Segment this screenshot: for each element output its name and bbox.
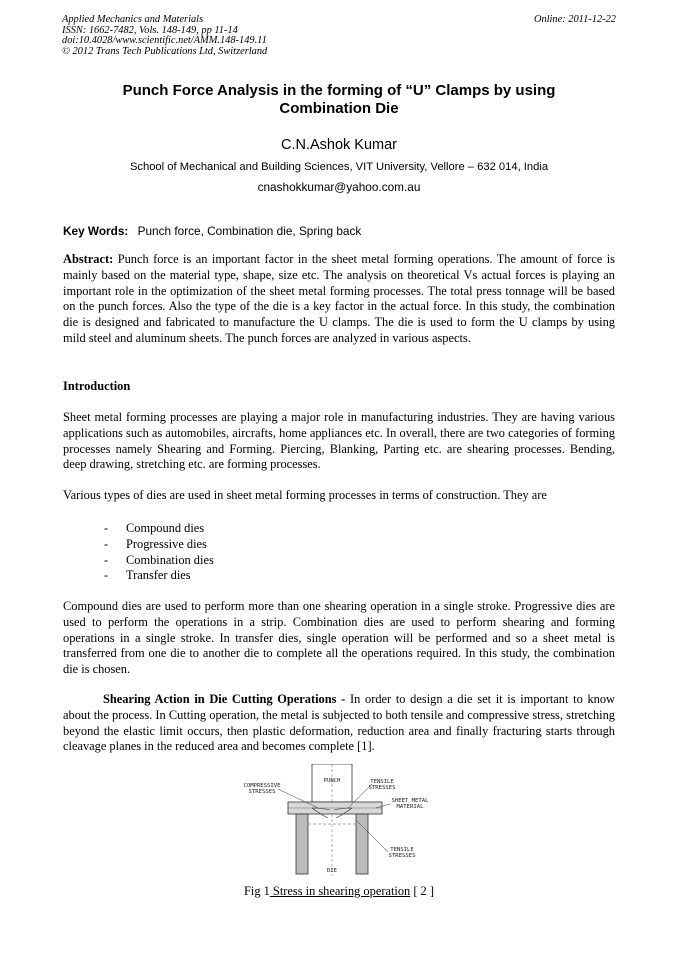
abstract-label: Abstract: (63, 252, 114, 266)
journal-doi: doi:10.4028/www.scientific.net/AMM.148-149.11 (62, 35, 267, 47)
die-right-wall (356, 814, 368, 874)
caption-ref: [ 2 ] (410, 884, 434, 898)
svg-text:MATERIAL: MATERIAL (396, 804, 424, 810)
journal-issn: ISSN: 1662-7482, Vols. 148-149, pp 11-14 (62, 24, 238, 36)
caption-prefix: Fig 1 (244, 884, 270, 898)
author-affiliation: School of Mechanical and Building Sciences, VIT University, Vellore – 632 014, India (129, 161, 549, 173)
list-item: - Combination dies (104, 552, 214, 567)
keywords-text: Punch force, Combination die, Spring back (137, 224, 362, 238)
svg-text:STRESSES: STRESSES (368, 785, 396, 791)
author-name: C.N.Ashok Kumar (280, 137, 398, 153)
abstract-text: Punch force is an important factor in the sheet metal forming operations. The amount of force is mainly based on the material type, shape, size etc. The analysis on theoretical Vs actual forces is playing an important role in the optimization of the sheet metal forming processes. The total press tonnage will be based on the punch forces. Also the type of the die is a key factor in the actual force. In this study, the combination die is designed and fabricated to manufacture the U clamps. The die is used to form the U clamps by using mild steel and aluminum sheets. The punch forces are analyzed in various aspects. (63, 252, 615, 345)
shearing-stress-diagram (232, 764, 448, 880)
shearing-text: In order to design a die set it is important to know about the process. In Cutting operation, the metal is subjected to both tensile and compressive stress, stretching beyond the elastic limit occurs, then plastic deformation, reduction area and finally fracturing starts through cleavage planes in the reduced area and becomes complete [1]. (63, 692, 615, 754)
shearing-paragraph (63, 692, 615, 755)
journal-name: Applied Mechanics and Materials (62, 14, 204, 25)
shearing-heading: Shearing Action in Die Cutting Operations - (103, 692, 346, 706)
introduction-paragraph-1: Sheet metal forming processes are playing a major role in manufacturing industries. They are having various applications such as automobiles, aircrafts, home appliances etc. In overall, there are two categories of forming processes namely Shearing and Forming. Piercing, Blanking, Parting etc. are shearing processes. Bending, deep drawing, stretching etc. are forming processes. (63, 410, 615, 472)
list-item: - Compound dies (104, 521, 205, 535)
journal-copyright: © 2012 Trans Tech Publications Ltd, Switzerland (62, 45, 268, 57)
introduction-heading: Introduction (63, 379, 131, 393)
online-date: Online: 2011-12-22 (533, 14, 616, 25)
abstract (63, 252, 615, 347)
svg-text:SHEET METAL: SHEET METAL (391, 798, 429, 804)
author-email[interactable]: cnashokkumar@yahoo.com.au (257, 180, 421, 194)
list-item: - Transfer dies (104, 568, 191, 583)
introduction-paragraph-3: Compound dies are used to perform more than one shearing operation in a single stroke. Progressive dies are used to perform the operations in a strip. Combination dies are used to perform shearing and forming operations in a single stroke. In transfer dies, single operation will be performed and so a sheet metal is transferred from one die to another die to complete all the operations required. In this study, the combination die is chosen. (63, 599, 615, 677)
die-types-list (104, 521, 214, 584)
svg-text:STRESSES: STRESSES (388, 853, 416, 859)
svg-text:TENSILE: TENSILE (370, 779, 394, 785)
keywords (63, 224, 616, 238)
paper-title: Punch Force Analysis in the forming of “U” Clamps by using Combination Die (122, 82, 556, 117)
die-label: DIE (326, 868, 338, 874)
keywords-label: Key Words: (63, 224, 129, 238)
svg-text:STRESSES: STRESSES (248, 789, 276, 795)
caption-link[interactable]: Stress in shearing operation (269, 884, 411, 898)
list-item: - Progressive dies (104, 536, 207, 551)
introduction-paragraph-2: Various types of dies are used in sheet metal forming processes in terms of construction. They are (63, 488, 547, 502)
svg-text:COMPRESSIVE: COMPRESSIVE (243, 783, 281, 789)
stress-figure (232, 764, 448, 880)
svg-text:TENSILE: TENSILE (390, 847, 414, 853)
figure-caption (0, 884, 678, 899)
punch-label: PUNCH (323, 778, 341, 784)
journal-header (62, 15, 616, 57)
die-left-wall (296, 814, 308, 874)
